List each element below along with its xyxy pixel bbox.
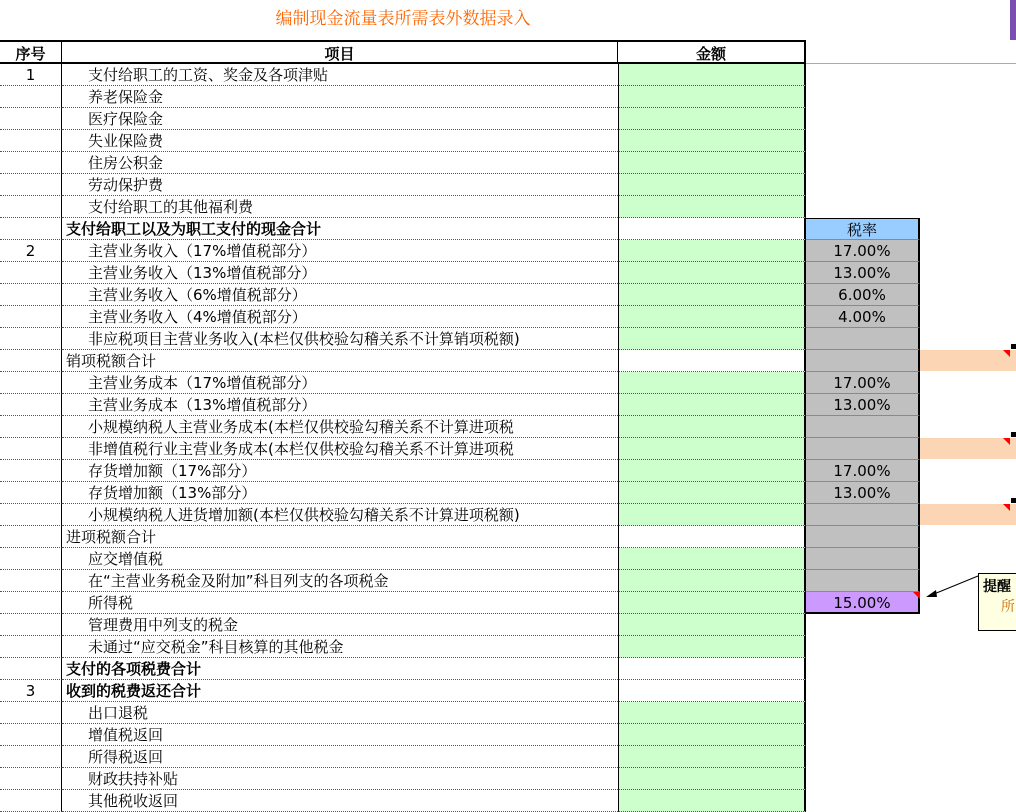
- tax-rate-cell[interactable]: 15.00%: [806, 592, 920, 614]
- item-cell[interactable]: 存货增加额（13%部分）: [62, 482, 618, 504]
- row-number-cell[interactable]: [0, 526, 62, 548]
- item-cell[interactable]: 非应税项目主营业务收入(本栏仅供校验勾稽关系不计算销项税额): [62, 328, 618, 350]
- row-number-cell[interactable]: [0, 196, 62, 218]
- row-number-cell[interactable]: [0, 482, 62, 504]
- table-row: [0, 746, 806, 768]
- item-cell[interactable]: 所得税: [62, 592, 618, 614]
- row-number-cell[interactable]: [0, 174, 62, 196]
- table-row: [0, 614, 806, 636]
- row-number-cell[interactable]: [0, 416, 62, 438]
- item-cell[interactable]: 未通过“应交税金”科目核算的其他税金: [62, 636, 618, 658]
- item-cell[interactable]: 主营业务收入（6%增值税部分）: [62, 284, 618, 306]
- row-number-cell[interactable]: [0, 372, 62, 394]
- amount-input-cell[interactable]: [618, 438, 806, 460]
- tax-rate-cell[interactable]: 6.00%: [806, 284, 920, 306]
- table-row: [0, 482, 806, 504]
- amount-input-cell[interactable]: [618, 328, 806, 350]
- table-row: [0, 790, 806, 812]
- gridline: [806, 63, 1016, 64]
- table-row: [0, 152, 806, 174]
- table-row: [0, 174, 806, 196]
- row-number-cell[interactable]: [0, 218, 62, 240]
- item-cell[interactable]: 销项税额合计: [62, 350, 618, 372]
- amount-input-cell[interactable]: [618, 526, 806, 548]
- item-cell[interactable]: 主营业务成本（17%增值税部分）: [62, 372, 618, 394]
- table-row: [0, 86, 806, 108]
- comment-text: 所: [1001, 599, 1015, 615]
- row-number-cell[interactable]: [0, 702, 62, 724]
- amount-input-cell[interactable]: [618, 306, 806, 328]
- tax-rate-cell[interactable]: [806, 416, 920, 438]
- row-number-cell[interactable]: [0, 460, 62, 482]
- row-number-cell[interactable]: [0, 768, 62, 790]
- table-row: [0, 658, 806, 680]
- amount-input-cell[interactable]: [618, 130, 806, 152]
- tax-rate-cell[interactable]: 4.00%: [806, 306, 920, 328]
- table-row: [0, 328, 806, 350]
- row-number-cell[interactable]: [0, 262, 62, 284]
- highlight-cell[interactable]: [920, 350, 1016, 371]
- amount-input-cell[interactable]: [618, 482, 806, 504]
- amount-input-cell[interactable]: [618, 460, 806, 482]
- amount-input-cell[interactable]: [618, 240, 806, 262]
- row-number-cell[interactable]: [0, 570, 62, 592]
- row-number-cell[interactable]: 2: [0, 240, 62, 262]
- amount-input-cell[interactable]: [618, 768, 806, 790]
- tax-rate-cell[interactable]: [806, 350, 920, 372]
- item-cell[interactable]: 主营业务收入（17%增值税部分）: [62, 240, 618, 262]
- item-cell[interactable]: 所得税返回: [62, 746, 618, 768]
- row-number-cell[interactable]: 3: [0, 680, 62, 702]
- amount-input-cell[interactable]: [618, 570, 806, 592]
- row-number-cell[interactable]: [0, 592, 62, 614]
- amount-input-cell[interactable]: [618, 702, 806, 724]
- row-number-cell[interactable]: [0, 548, 62, 570]
- table-row: [0, 438, 806, 460]
- arrow-head-icon: [1011, 432, 1016, 437]
- row-number-cell[interactable]: [0, 284, 62, 306]
- header-no: 序号: [0, 40, 62, 64]
- item-cell[interactable]: 增值税返回: [62, 724, 618, 746]
- table-row: [0, 306, 806, 328]
- comment-box[interactable]: [978, 573, 1016, 631]
- tax-rate-cell[interactable]: [806, 438, 920, 460]
- row-number-cell[interactable]: [0, 790, 62, 812]
- table-row: [0, 548, 806, 570]
- amount-input-cell[interactable]: [618, 636, 806, 658]
- amount-input-cell[interactable]: [618, 262, 806, 284]
- amount-input-cell[interactable]: [618, 658, 806, 680]
- table-row: [0, 240, 806, 262]
- tax-rate-cell[interactable]: 13.00%: [806, 394, 920, 416]
- table-row: [0, 284, 806, 306]
- tax-rate-header: 税率: [806, 218, 920, 240]
- table-row: [0, 636, 806, 658]
- tax-rate-cell[interactable]: [806, 526, 920, 548]
- item-cell[interactable]: 劳动保护费: [62, 174, 618, 196]
- item-cell[interactable]: 小规模纳税人主营业务成本(本栏仅供校验勾稽关系不计算进项税: [62, 416, 618, 438]
- item-cell[interactable]: 支付给职工的工资、奖金及各项津贴: [62, 64, 618, 86]
- item-cell[interactable]: 小规模纳税人进货增加额(本栏仅供校验勾稽关系不计算进项税额): [62, 504, 618, 526]
- table-row: [0, 196, 806, 218]
- tax-rate-cell[interactable]: 17.00%: [806, 372, 920, 394]
- amount-input-cell[interactable]: [618, 372, 806, 394]
- sheet-title: 编制现金流量表所需表外数据录入: [275, 9, 531, 29]
- amount-input-cell[interactable]: [618, 350, 806, 372]
- item-cell[interactable]: 非增值税行业主营业务成本(本栏仅供校验勾稽关系不计算进项税: [62, 438, 618, 460]
- item-cell[interactable]: 住房公积金: [62, 152, 618, 174]
- row-number-cell[interactable]: [0, 724, 62, 746]
- item-cell[interactable]: 进项税额合计: [62, 526, 618, 548]
- amount-input-cell[interactable]: [618, 790, 806, 812]
- amount-input-cell[interactable]: [618, 504, 806, 526]
- row-number-cell[interactable]: [0, 328, 62, 350]
- table-row: [0, 570, 806, 592]
- item-cell[interactable]: 其他税收返回: [62, 790, 618, 812]
- table-row: [0, 350, 806, 372]
- tax-rate-cell[interactable]: 13.00%: [806, 482, 920, 504]
- table-row: [0, 680, 806, 702]
- amount-input-cell[interactable]: [618, 174, 806, 196]
- amount-input-cell[interactable]: [618, 108, 806, 130]
- table-row: [0, 108, 806, 130]
- header-amount: 金额: [618, 40, 806, 64]
- item-cell[interactable]: 支付给职工的其他福利费: [62, 196, 618, 218]
- table-row: [0, 64, 806, 86]
- item-cell[interactable]: 在“主营业务税金及附加”科目列支的各项税金: [62, 570, 618, 592]
- row-number-cell[interactable]: [0, 394, 62, 416]
- row-number-cell[interactable]: [0, 306, 62, 328]
- row-number-cell[interactable]: [0, 86, 62, 108]
- comment-indicator-icon[interactable]: [1003, 504, 1010, 511]
- amount-input-cell[interactable]: [618, 746, 806, 768]
- row-number-cell[interactable]: 1: [0, 64, 62, 86]
- item-cell[interactable]: 出口退税: [62, 702, 618, 724]
- amount-input-cell[interactable]: [618, 416, 806, 438]
- item-cell[interactable]: 财政扶持补贴: [62, 768, 618, 790]
- item-cell[interactable]: 收到的税费返还合计: [62, 680, 618, 702]
- item-cell[interactable]: 医疗保险金: [62, 108, 618, 130]
- comment-indicator-icon[interactable]: [1003, 438, 1010, 445]
- tax-rate-cell[interactable]: [806, 548, 920, 570]
- item-cell[interactable]: 支付给职工以及为职工支付的现金合计: [62, 218, 618, 240]
- item-cell[interactable]: 主营业务收入（4%增值税部分）: [62, 306, 618, 328]
- amount-input-cell[interactable]: [618, 196, 806, 218]
- amount-input-cell[interactable]: [618, 284, 806, 306]
- highlight-cell[interactable]: [920, 438, 1016, 459]
- row-number-cell[interactable]: [0, 130, 62, 152]
- row-number-cell[interactable]: [0, 614, 62, 636]
- table-row: [0, 724, 806, 746]
- table-row: [0, 526, 806, 548]
- row-number-cell[interactable]: [0, 746, 62, 768]
- amount-input-cell[interactable]: [618, 614, 806, 636]
- item-cell[interactable]: 存货增加额（17%部分）: [62, 460, 618, 482]
- item-cell[interactable]: 养老保险金: [62, 86, 618, 108]
- table-row: [0, 768, 806, 790]
- tax-rate-cell[interactable]: [806, 328, 920, 350]
- table-row: [0, 702, 806, 724]
- table-row: [0, 504, 806, 526]
- comment-label: 提醒: [983, 579, 1011, 595]
- amount-input-cell[interactable]: [618, 218, 806, 240]
- amount-input-cell[interactable]: [618, 394, 806, 416]
- amount-input-cell[interactable]: [618, 548, 806, 570]
- item-cell[interactable]: 支付的各项税费合计: [62, 658, 618, 680]
- amount-input-cell[interactable]: [618, 592, 806, 614]
- amount-input-cell[interactable]: [618, 724, 806, 746]
- tax-rate-cell[interactable]: 13.00%: [806, 262, 920, 284]
- amount-input-cell[interactable]: [618, 64, 806, 86]
- comment-indicator-icon[interactable]: [1003, 350, 1010, 357]
- amount-input-cell[interactable]: [618, 86, 806, 108]
- tax-rate-cell[interactable]: 17.00%: [806, 460, 920, 482]
- row-number-cell[interactable]: [0, 636, 62, 658]
- table-row: [0, 394, 806, 416]
- row-number-cell[interactable]: [0, 108, 62, 130]
- window-edge-bar: [1010, 0, 1016, 40]
- arrow-head-icon: [1011, 498, 1016, 503]
- amount-input-cell[interactable]: [618, 680, 806, 702]
- table-row: [0, 262, 806, 284]
- item-cell[interactable]: 应交增值税: [62, 548, 618, 570]
- row-number-cell[interactable]: [0, 504, 62, 526]
- highlight-cell[interactable]: [920, 504, 1016, 525]
- tax-rate-cell[interactable]: [806, 570, 920, 592]
- tax-rate-cell[interactable]: 17.00%: [806, 240, 920, 262]
- item-cell[interactable]: 失业保险费: [62, 130, 618, 152]
- row-number-cell[interactable]: [0, 658, 62, 680]
- tax-rate-cell[interactable]: [806, 504, 920, 526]
- table-row: [0, 592, 806, 614]
- table-row: [0, 372, 806, 394]
- table-row: [0, 460, 806, 482]
- header-item: 项目: [62, 40, 618, 64]
- comment-indicator-icon[interactable]: [913, 592, 920, 599]
- amount-input-cell[interactable]: [618, 152, 806, 174]
- table-row: [0, 130, 806, 152]
- item-cell[interactable]: 主营业务成本（13%增值税部分）: [62, 394, 618, 416]
- table-row: [0, 416, 806, 438]
- table-row: [0, 218, 806, 240]
- row-number-cell[interactable]: [0, 350, 62, 372]
- item-cell[interactable]: 主营业务收入（13%增值税部分）: [62, 262, 618, 284]
- row-number-cell[interactable]: [0, 438, 62, 460]
- row-number-cell[interactable]: [0, 152, 62, 174]
- item-cell[interactable]: 管理费用中列支的税金: [62, 614, 618, 636]
- arrow-head-icon: [1011, 344, 1016, 349]
